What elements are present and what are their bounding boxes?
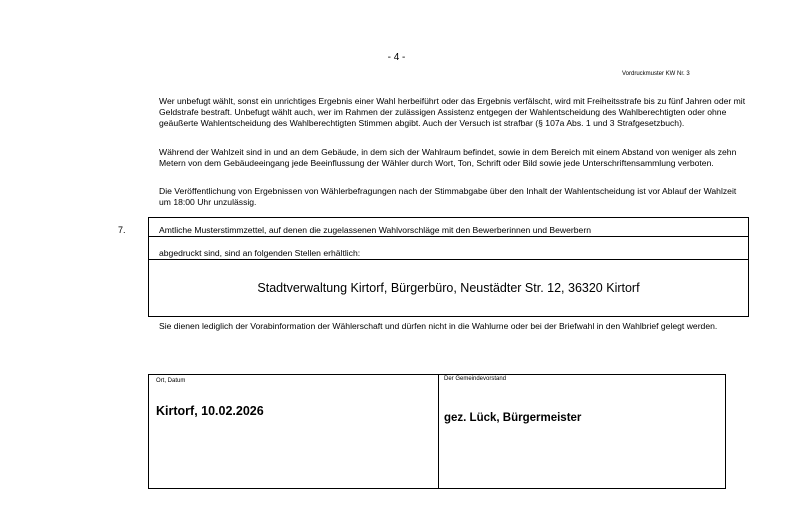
divider — [148, 259, 749, 260]
section-number: 7. — [118, 225, 126, 235]
section-text-line2: abgedruckt sind, sind an folgenden Stellen erhältlich: — [159, 248, 361, 258]
place-date-label: Ort, Datum — [156, 378, 186, 384]
section-text-line1: Amtliche Musterstimmzettel, auf denen die zugelassenen Wahlvorschläge mit den Bewerberinnen und Bewerbern — [159, 225, 591, 235]
council-label: Der Gemeindevorstand — [444, 376, 507, 382]
place-date-value: Kirtorf, 10.02.2026 — [156, 404, 264, 418]
form-code: Vordruckmuster KW Nr. 3 — [622, 71, 690, 77]
paragraph-influence-ban: Während der Wahlzeit sind in und an dem Gebäude, in dem sich der Wahlraum befindet, sowie in dem Bereich mit einem Abstand von weniger als zehn Metern von dem Gebäudeeingang jede Beeinflussung der Wähler durch Wort, Ton, Schrift oder Bild sowie jede Unterschriftensammlung verboten. — [159, 147, 737, 169]
signature-box — [148, 374, 726, 489]
address: Stadtverwaltung Kirtorf, Bürgerbüro, Neustädter Str. 12, 36320 Kirtorf — [257, 281, 640, 295]
paragraph-penalty: Wer unbefugt wählt, sonst ein unrichtiges Ergebnis einer Wahl herbeiführt oder das Ergebnis verfälscht, wird mit Freiheitsstrafe bis zu fünf Jahren oder mit Geldstrafe bestraft. Unbefugt wählt auch, wer im Rahmen der zulässigen Assistenz entgegen der Wahlentscheidung des Wahlberechtigten oder ohne geäußerte Wahlentscheidung des Wahlberechtigten Stimmen abgibt. Auch der Versuch ist strafbar (§ 107a Abs. 1 und 3 Strafgesetzbuch). — [159, 96, 746, 129]
page-number: - 4 - — [387, 52, 406, 63]
paragraph-survey-ban: Die Veröffentlichung von Ergebnissen von Wählerbefragungen nach der Stimmabgabe über den Inhalt der Wahlentscheidung ist vor Ablauf der Wahlzeit um 18:00 Uhr unzulässig. — [159, 186, 737, 208]
divider — [438, 374, 439, 489]
divider — [148, 236, 749, 237]
signatory: gez. Lück, Bürgermeister — [444, 412, 582, 424]
paragraph-note: Sie dienen lediglich der Vorabinformation der Wählerschaft und dürfen nicht in die Wahlurne oder bei der Briefwahl in den Wahlbrief gelegt werden. — [159, 321, 718, 331]
